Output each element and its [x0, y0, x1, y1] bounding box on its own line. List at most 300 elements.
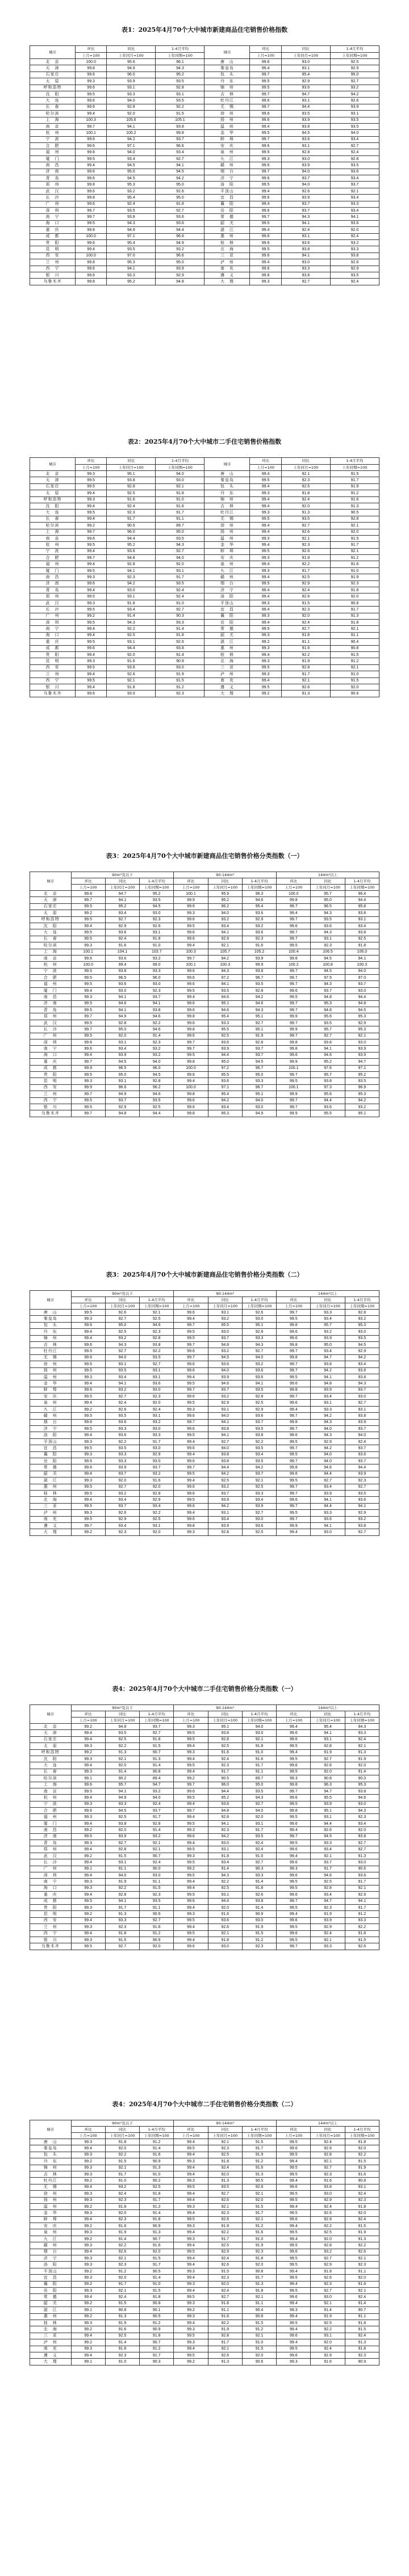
index-value: 92.4	[105, 1400, 139, 1406]
table-row	[30, 936, 379, 942]
index-value: 92.7	[105, 1484, 139, 1490]
city-name: 西 安	[30, 1917, 72, 1923]
table-row	[30, 207, 379, 213]
index-value: 93.1	[281, 65, 330, 71]
index-value: 97.1	[107, 233, 156, 239]
city-name: 平顶山	[204, 188, 250, 194]
index-value: 92.0	[140, 1529, 174, 1535]
index-value: 90.0	[140, 1866, 174, 1872]
index-value: 96.2	[208, 903, 242, 910]
index-value: 92.0	[242, 2197, 276, 2203]
index-value: 93.2	[311, 1329, 345, 1335]
index-value: 96.0	[208, 1782, 242, 1788]
index-value: 99.6	[277, 2352, 311, 2358]
city-name: 桂 林	[30, 2320, 72, 2326]
index-value: 96.4	[345, 891, 379, 897]
index-value: 99.5	[71, 1458, 105, 1464]
index-value: 99.6	[174, 1367, 208, 1374]
index-value: 90.8	[242, 2313, 276, 2320]
index-value: 93.5	[311, 1020, 345, 1026]
index-value: 93.3	[156, 619, 204, 625]
header-yoy: 同比	[105, 1711, 139, 1718]
index-value: 93.3	[140, 968, 174, 974]
index-value: 99.4	[250, 607, 281, 613]
index-value: 93.5	[140, 1354, 174, 1361]
index-value: 93.6	[208, 1917, 242, 1923]
index-value: 99.4	[105, 962, 139, 968]
city-name: 上 海	[30, 1782, 72, 1788]
table-row	[30, 1782, 379, 1788]
index-value: 91.7	[281, 671, 330, 677]
index-value: 92.1	[330, 188, 379, 194]
index-value: 95.6	[311, 1013, 345, 1020]
index-value: 92.2	[208, 2229, 242, 2236]
index-value: 94.9	[242, 1110, 276, 1117]
index-value: 94.1	[107, 567, 156, 574]
index-value: 99.3	[71, 2320, 105, 2326]
header-avg-base: 上年同期=100	[330, 52, 379, 59]
index-value: 93.8	[208, 1730, 242, 1736]
index-value: 92.9	[208, 936, 242, 942]
city-name: 秦皇岛	[204, 477, 250, 483]
index-value: 99.5	[71, 981, 105, 987]
city-name: 平顶山	[204, 600, 250, 606]
index-value: 99.6	[174, 1361, 208, 1367]
index-value: 99.2	[71, 2236, 105, 2242]
index-value: 93.8	[208, 1426, 242, 1432]
index-value: 93.6	[105, 981, 139, 987]
index-value: 93.8	[107, 477, 156, 483]
city-name: 遵 义	[30, 1522, 72, 1529]
index-value: 99.4	[250, 574, 281, 580]
index-value: 93.1	[311, 2333, 345, 2339]
index-value: 99.6	[250, 233, 281, 239]
index-value: 94.5	[345, 1007, 379, 1013]
index-value: 92.0	[208, 1904, 242, 1910]
index-value: 91.8	[208, 1853, 242, 1859]
index-value: 93.8	[105, 968, 139, 974]
index-value: 99.5	[250, 130, 281, 136]
index-value: 94.1	[311, 1730, 345, 1736]
table-row	[30, 684, 379, 690]
index-value: 91.3	[140, 2229, 174, 2236]
index-value: 93.2	[345, 1316, 379, 1322]
index-value: 99.4	[71, 1872, 105, 1878]
city-name: 重 庆	[30, 1892, 72, 1898]
index-value: 94.4	[311, 1503, 345, 1509]
index-value: 99.5	[277, 1879, 311, 1885]
table-row	[30, 1065, 379, 1071]
city-name: 安 庆	[204, 143, 250, 149]
index-value: 99.3	[71, 1478, 105, 1484]
index-value: 91.6	[140, 2242, 174, 2249]
index-value: 95.9	[208, 891, 242, 897]
index-value: 99.7	[75, 555, 106, 561]
index-value: 94.2	[208, 955, 242, 961]
header-area-group: 144m²以上	[277, 2120, 379, 2127]
index-value: 99.6	[75, 136, 106, 142]
index-value: 93.6	[105, 1419, 139, 1425]
index-value: 91.6	[242, 2165, 276, 2171]
index-value: 99.3	[71, 2210, 105, 2216]
index-value: 92.5	[208, 1885, 242, 1891]
header-mom-base: 上月=100	[277, 885, 311, 891]
index-value: 92.6	[311, 1762, 345, 1769]
index-value: 92.1	[281, 677, 330, 684]
index-value: 90.5	[242, 2178, 276, 2184]
index-value: 93.7	[345, 1387, 379, 1393]
index-value: 99.5	[75, 677, 106, 684]
index-value: 94.2	[107, 136, 156, 142]
table-row	[30, 691, 379, 697]
table-row	[30, 104, 379, 110]
index-value: 93.1	[330, 111, 379, 117]
index-value: 99.6	[277, 1380, 311, 1387]
header-city: 城市	[30, 458, 76, 471]
index-value: 92.8	[345, 1310, 379, 1316]
city-name: 赣 州	[30, 1413, 72, 1419]
index-value: 99.4	[71, 1329, 105, 1335]
table-row	[30, 1756, 379, 1762]
index-value: 92.6	[281, 188, 330, 194]
index-value: 99.7	[174, 1039, 208, 1045]
index-value: 92.4	[330, 149, 379, 155]
index-value: 92.7	[330, 143, 379, 149]
index-value: 90.3	[242, 1866, 276, 1872]
table-row	[30, 1724, 379, 1730]
index-value: 99.5	[277, 2255, 311, 2262]
table-row	[30, 1310, 379, 1316]
index-value: 99.6	[277, 1820, 311, 1826]
index-value: 93.4	[311, 1846, 345, 1853]
index-value: 92.4	[105, 2294, 139, 2300]
header-area-group: 90m²及以下	[71, 872, 174, 878]
header-mom: 环比	[75, 46, 106, 53]
city-name: 合 肥	[30, 1808, 72, 1814]
index-value: 92.1	[281, 535, 330, 541]
index-value: 99.4	[174, 2287, 208, 2293]
table-row	[30, 1406, 379, 1412]
index-value: 93.8	[345, 1367, 379, 1374]
index-value: 92.8	[281, 664, 330, 671]
index-value: 99.8	[75, 195, 106, 201]
city-name: 深 圳	[30, 1872, 72, 1878]
city-name: 青 岛	[30, 1007, 72, 1013]
index-value: 92.5	[242, 1400, 276, 1406]
index-value: 99.5	[174, 1432, 208, 1438]
table-row	[30, 897, 379, 903]
header-subrow	[30, 885, 379, 891]
city-name: 石家庄	[30, 483, 76, 490]
header-avg-base: 上年同期=100	[156, 464, 204, 471]
index-value: 93.7	[208, 1490, 242, 1496]
index-value: 95.1	[107, 471, 156, 477]
index-value: 92.8	[107, 104, 156, 110]
index-value: 94.1	[107, 123, 156, 129]
city-name: 银 川	[30, 684, 76, 690]
index-value: 99.4	[277, 1911, 311, 1917]
index-value: 99.5	[71, 968, 105, 974]
index-value: 90.7	[345, 2307, 379, 2313]
index-value: 93.4	[105, 910, 139, 916]
index-value: 99.3	[75, 600, 106, 606]
table-row	[30, 2307, 379, 2313]
index-value: 99.7	[277, 1104, 311, 1110]
index-value: 91.8	[107, 684, 156, 690]
index-value: 93.0	[281, 259, 330, 266]
index-value: 99.7	[277, 1833, 311, 1840]
table-row	[30, 561, 379, 567]
table-row	[30, 1736, 379, 1742]
index-value: 94.8	[345, 1000, 379, 1007]
city-name: 牡丹江	[30, 2178, 72, 2184]
index-value: 90.1	[140, 2307, 174, 2313]
index-value: 99.4	[277, 2236, 311, 2242]
index-value: 99.9	[277, 1091, 311, 1097]
index-value: 99.4	[174, 2255, 208, 2262]
table-row	[30, 1329, 379, 1335]
index-value: 93.4	[107, 155, 156, 162]
index-value: 92.0	[345, 2210, 379, 2216]
index-value: 99.4	[277, 2178, 311, 2184]
table-row	[30, 136, 379, 142]
index-value: 92.3	[345, 1478, 379, 1484]
city-name: 长 沙	[30, 1859, 72, 1866]
index-value: 90.8	[140, 2300, 174, 2306]
index-value: 99.8	[174, 1522, 208, 1529]
index-value: 93.6	[105, 929, 139, 936]
index-value: 94.0	[105, 1354, 139, 1361]
index-value: 99.5	[174, 2184, 208, 2190]
index-value: 91.9	[345, 2229, 379, 2236]
index-value: 99.7	[277, 1484, 311, 1490]
city-name: 宁 波	[30, 1801, 72, 1807]
index-value: 95.1	[208, 1724, 242, 1730]
table-row	[30, 162, 379, 169]
index-value: 93.0	[242, 1104, 276, 1110]
index-value: 99.5	[250, 477, 281, 483]
table-row	[30, 510, 379, 516]
index-value: 96.9	[345, 1084, 379, 1091]
index-value: 94.4	[311, 1820, 345, 1826]
city-name: 兰 州	[30, 1924, 72, 1930]
header-avg: 1-4月平均	[345, 2127, 379, 2133]
index-value: 94.3	[345, 1724, 379, 1730]
header-yoy: 同比	[208, 1711, 242, 1718]
index-value: 94.1	[345, 1898, 379, 1904]
index-value: 92.7	[345, 1400, 379, 1406]
table-row	[30, 1522, 379, 1529]
city-name: 无 锡	[204, 516, 250, 522]
index-value: 93.5	[242, 1833, 276, 1840]
index-value: 94.9	[105, 1795, 139, 1801]
index-value: 99.5	[277, 1937, 311, 1943]
index-value: 99.7	[71, 1522, 105, 1529]
index-value: 99.6	[174, 1000, 208, 1007]
index-value: 93.0	[311, 2294, 345, 2300]
index-value: 97.2	[208, 1065, 242, 1071]
index-value: 91.6	[242, 2229, 276, 2236]
index-value: 95.5	[208, 1322, 242, 1328]
table-row	[30, 1110, 379, 1117]
index-value: 93.8	[311, 1039, 345, 1045]
index-value: 92.7	[156, 607, 204, 613]
index-value: 99.6	[250, 98, 281, 104]
index-value: 92.4	[156, 587, 204, 594]
index-value: 92.1	[242, 2294, 276, 2300]
index-value: 92.6	[105, 1406, 139, 1412]
index-value: 92.6	[281, 529, 330, 535]
index-value: 99.2	[71, 1724, 105, 1730]
table-title: 表3：2025年4月70个大中城市新建商品住宅销售价格分类指数（一）	[106, 852, 303, 860]
index-value: 93.6	[242, 1413, 276, 1419]
table-row	[30, 1892, 379, 1898]
index-value: 94.0	[208, 910, 242, 916]
index-value: 99.6	[250, 111, 281, 117]
index-value: 99.5	[71, 1361, 105, 1367]
table-row	[30, 1426, 379, 1432]
index-value: 90.7	[140, 1749, 174, 1756]
table-row	[30, 975, 379, 981]
index-value: 100.2	[277, 962, 311, 968]
index-value: 99.5	[71, 1426, 105, 1432]
index-value: 94.1	[156, 162, 204, 169]
table-row	[30, 78, 379, 85]
table-row	[30, 130, 379, 136]
index-value: 94.8	[105, 1724, 139, 1730]
index-value: 99.3	[174, 2313, 208, 2320]
index-value: 99.4	[174, 1743, 208, 1749]
index-value: 95.3	[311, 1000, 345, 1007]
index-value: 90.9	[242, 1911, 276, 1917]
index-value: 99.7	[174, 1782, 208, 1788]
header-area-group: 144m²以上	[277, 872, 379, 878]
city-name: 岳 阳	[204, 207, 250, 213]
index-value: 99.6	[277, 1795, 311, 1801]
index-value: 99.4	[250, 201, 281, 207]
table-row	[30, 1827, 379, 1833]
header-yoy: 同比	[105, 2127, 139, 2133]
index-value: 91.4	[140, 2145, 174, 2152]
table-row	[30, 477, 379, 483]
index-value: 91.0	[242, 1853, 276, 1859]
index-value: 99.7	[277, 936, 311, 942]
index-value: 99.3	[174, 2326, 208, 2333]
index-value: 99.4	[75, 111, 106, 117]
index-value: 99.2	[75, 523, 106, 529]
index-value: 99.6	[75, 169, 106, 175]
index-value: 99.6	[174, 1445, 208, 1451]
index-value: 91.8	[140, 2294, 174, 2300]
table-row	[30, 239, 379, 246]
index-value: 99.3	[71, 1769, 105, 1775]
index-value: 91.3	[140, 2165, 174, 2171]
city-name: 湛 江	[30, 2307, 72, 2313]
index-value: 92.0	[105, 2275, 139, 2281]
index-value: 92.1	[208, 2139, 242, 2145]
city-name: 武 汉	[30, 1020, 72, 1026]
index-value: 91.8	[140, 2191, 174, 2197]
index-value: 99.4	[250, 651, 281, 658]
index-value: 94.3	[311, 1432, 345, 1438]
table-row	[30, 2313, 379, 2320]
city-name: 泸 州	[30, 2339, 72, 2346]
table-row	[30, 2145, 379, 2152]
index-value: 91.9	[345, 1756, 379, 1762]
index-value: 93.8	[345, 1374, 379, 1380]
index-value: 93.6	[208, 1039, 242, 1045]
index-value: 99.4	[277, 1827, 311, 1833]
table-row	[30, 2300, 379, 2306]
index-value: 92.8	[242, 1394, 276, 1400]
table-row	[30, 2223, 379, 2229]
index-value: 99.5	[277, 1374, 311, 1380]
index-value: 93.0	[345, 1329, 379, 1335]
index-value: 92.0	[345, 2145, 379, 2152]
index-value: 99.4	[71, 1846, 105, 1853]
city-name: 锦 州	[30, 1335, 72, 1341]
index-value: 95.0	[156, 259, 204, 266]
city-name: 安 庆	[30, 2223, 72, 2229]
index-value: 90.6	[242, 2359, 276, 2365]
city-name: 三 亚	[30, 2333, 72, 2339]
table-row	[30, 2242, 379, 2249]
table-row	[30, 942, 379, 949]
index-value: 92.7	[140, 1361, 174, 1367]
index-value: 99.5	[277, 2262, 311, 2268]
index-value: 93.0	[345, 1039, 379, 1045]
index-value: 95.4	[208, 1013, 242, 1020]
index-value: 99.3	[250, 510, 281, 516]
header-mom: 环比	[250, 46, 281, 53]
header-avg: 1-4月平均	[140, 878, 174, 885]
index-value: 99.9	[174, 897, 208, 903]
header-avg-base: 上年同期=100	[345, 2133, 379, 2139]
index-value: 92.7	[311, 2255, 345, 2262]
index-value: 99.5	[75, 477, 106, 483]
index-value: 92.6	[281, 548, 330, 554]
index-value: 91.8	[208, 1937, 242, 1943]
index-value: 91.3	[105, 2313, 139, 2320]
index-value: 99.5	[277, 2275, 311, 2281]
index-value: 93.6	[311, 1516, 345, 1522]
index-value: 99.6	[277, 987, 311, 994]
index-value: 99.7	[277, 1458, 311, 1464]
index-value: 99.3	[71, 1510, 105, 1516]
index-value: 99.3	[71, 1885, 105, 1891]
city-name: 兰 州	[30, 671, 76, 677]
index-value: 99.8	[250, 272, 281, 278]
index-value: 91.9	[330, 483, 379, 490]
index-value: 99.8	[174, 1026, 208, 1033]
index-value: 99.4	[250, 503, 281, 509]
index-value: 93.1	[140, 1374, 174, 1380]
city-name: 烟 台	[30, 2249, 72, 2255]
table-row	[30, 490, 379, 496]
city-name: 海 口	[30, 632, 76, 638]
index-value: 95.1	[242, 1322, 276, 1328]
index-value: 99.0	[140, 962, 174, 968]
index-value: 99.6	[250, 252, 281, 259]
index-value: 93.7	[242, 1046, 276, 1052]
index-value: 90.5	[140, 2268, 174, 2274]
index-value: 92.9	[281, 580, 330, 587]
index-value: 99.5	[174, 2294, 208, 2300]
city-name: 秦皇岛	[204, 65, 250, 71]
city-name: 呼和浩特	[30, 916, 72, 923]
city-name: 襄 阳	[30, 2281, 72, 2287]
index-value: 94.1	[330, 214, 379, 220]
